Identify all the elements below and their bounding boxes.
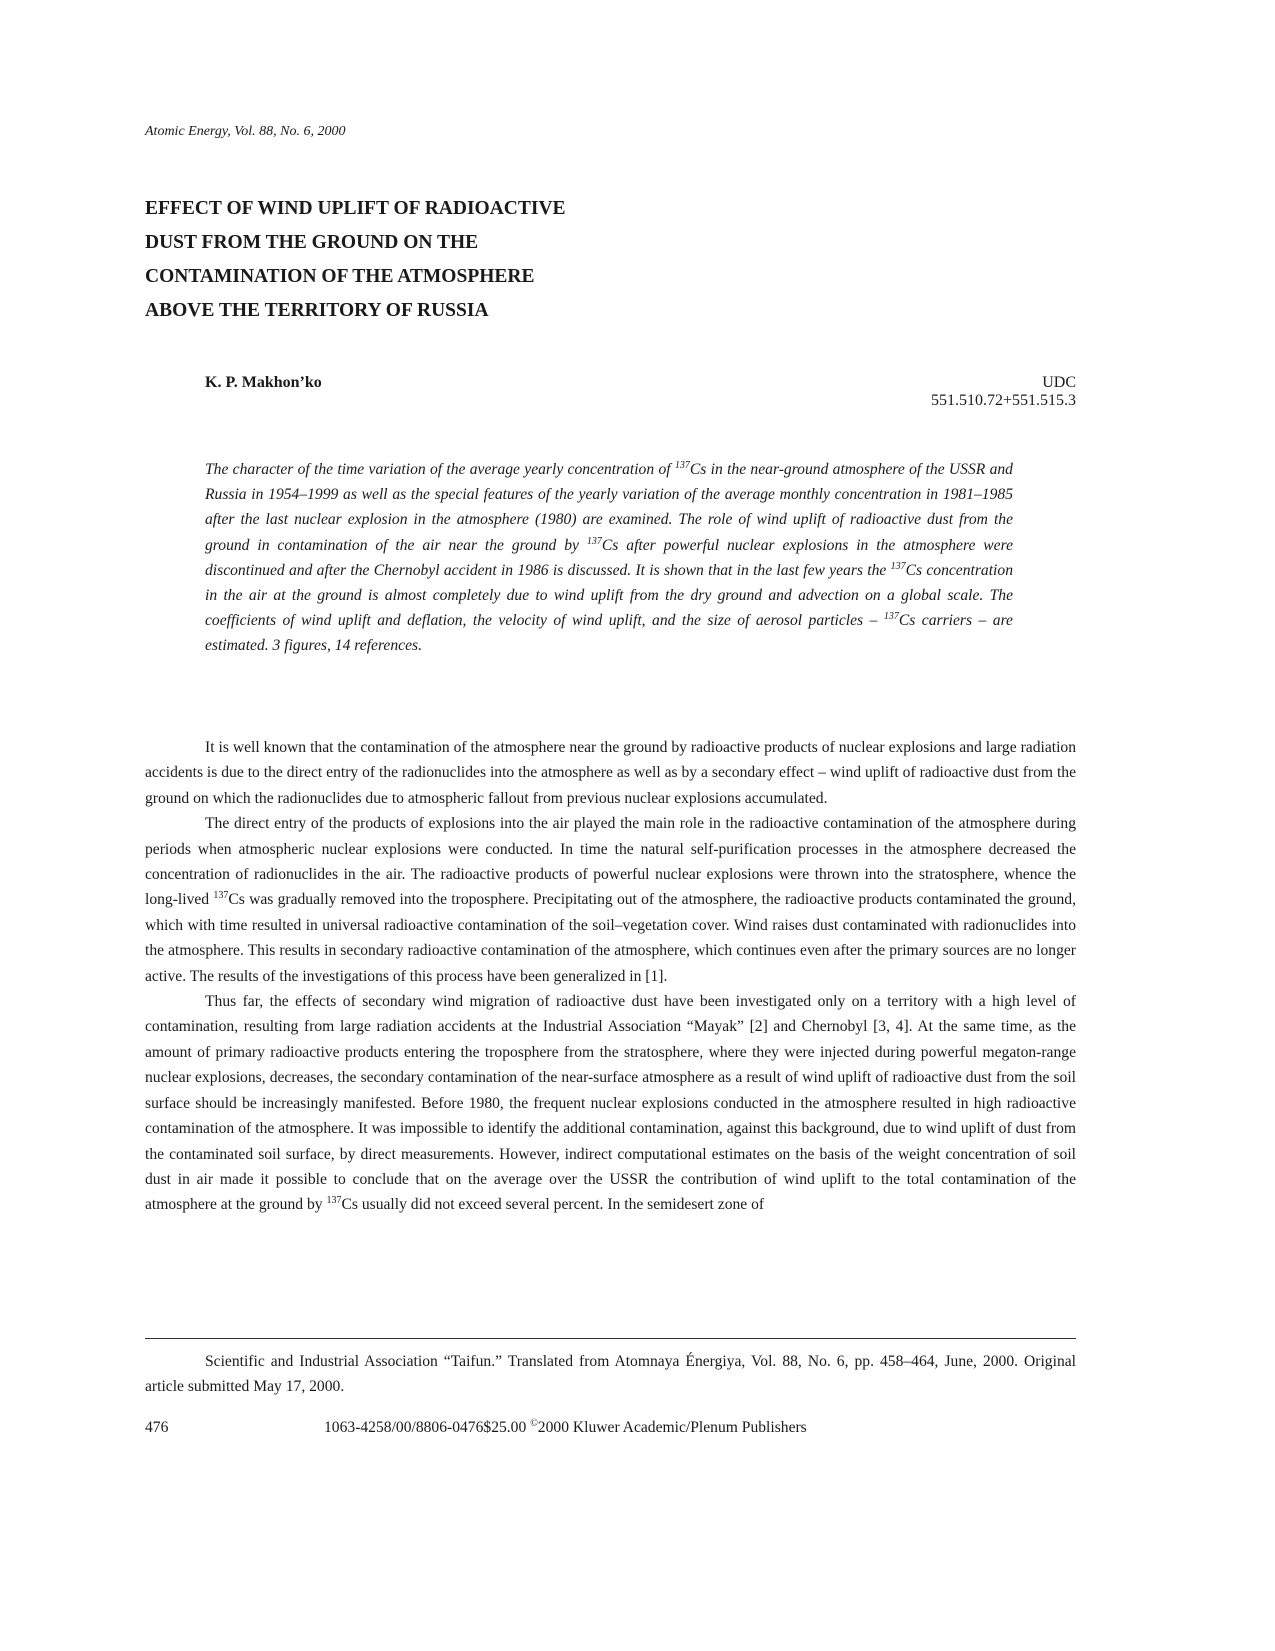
isotope-symbol: Cs (689, 461, 707, 478)
isotope-mass: 137 (326, 1195, 342, 1207)
footnote: Scientific and Industrial Association “Taifun.” Translated from Atomnaya Énergiya, Vol. 88, No. 6, pp. 458–464, June, 2000. Original article submitted May 17, 2000. (145, 1353, 1076, 1395)
copyright-line (324, 1419, 807, 1437)
abstract-text-5: carriers – are estimated. 3 figures, 14 references. (205, 612, 1013, 655)
title-line-2: DUST FROM THE GROUND ON THE (145, 232, 479, 253)
isotope-symbol: Cs (341, 1196, 358, 1214)
article-title (145, 192, 705, 328)
abstract-text-1: The character of the time variation of the average yearly concentration of (205, 461, 671, 478)
isotope-symbol: Cs (898, 612, 916, 630)
paragraph-1: It is well known that the contamination of the atmosphere near the ground by radioactive products of nuclear explosions and large radiation accidents is due to the direct entry of the radionuclides into the atmosphere as well as by a secondary effect – wind uplift of radioactive dust from the ground on which the radionuclides due to atmospheric fallout from previous nuclear explosions accumulated. (145, 739, 1076, 807)
paragraph-3 (145, 989, 1076, 1218)
isotope-mass: 137 (890, 560, 906, 572)
footnote-divider (145, 1338, 1076, 1339)
copyright-symbol: © (530, 1417, 538, 1429)
paragraph-2 (145, 811, 1076, 989)
udc-code: UDC 551.510.72+551.515.3 (930, 374, 1076, 409)
title-line-3: CONTAMINATION OF THE ATMOSPHERE (145, 266, 535, 287)
journal-citation: Atomic Energy, Vol. 88, No. 6, 2000 (145, 124, 346, 139)
isotope-mass: 137 (883, 611, 899, 623)
issn-price: 1063-4258/00/8806-0476$25.00 (324, 1419, 527, 1436)
title-line-4: ABOVE THE TERRITORY OF RUSSIA (145, 300, 489, 321)
body-text (145, 735, 1076, 1218)
page-number: 476 (145, 1419, 169, 1436)
abstract-text-4: concentration in the air at the ground is almost completely due to wind uplift from the dry ground and advection on a global scale. The coefficients of wind uplift and deflation, the velocity of wind uplift, and the size of aerosol particles – (205, 561, 1013, 630)
paragraph-3-text-a: Thus far, the effects of secondary wind migration of radioactive dust have been investigated only on a territory with a high level of contamination, resulting from large radiation accidents at the Industrial Association “Mayak” [2] and Chernobyl [3, 4]. At the same time, as the amount of primary radioactive products entering the troposphere from the stratosphere, where they were injected during powerful megaton-range nuclear explosions, decreases, the secondary contamination of the near-surface atmosphere as a result of wind uplift of radioactive dust from the soil surface should be increasingly manifested. Before 1980, the frequent nuclear explosions conducted in the atmosphere resulted in high radioactive contamination of the atmosphere. It was impossible to identify the additional contamination, against this background, due to wind uplift of dust from the contaminated soil surface, by direct measurements. However, indirect computational estimates on the basis of the weight concentration of soil dust in air made it possible to conclude that on the average over the USSR the contribution of wind uplift to the total contamination of the atmosphere at the ground by (145, 993, 1076, 1214)
paragraph-2-text-a: The direct entry of the products of explosions into the air played the main role in the radioactive contamination of the atmosphere during periods when atmospheric nuclear explosions were conducted. In time the natural self-purification processes in the atmosphere decreased the concentration of radionuclides in the air. The radioactive products of powerful nuclear explosions were thrown into the stratosphere, whence the long-lived (145, 815, 1076, 909)
title-line-1: EFFECT OF WIND UPLIFT OF RADIOACTIVE (145, 198, 566, 219)
paragraph-2-text-b: was gradually removed into the troposphere. Precipitating out of the atmosphere, the radioactive products contaminated the ground, which with time resulted in universal radioactive contamination of the soil–vegetation cover. Wind raises dust contaminated with radionuclides into the atmosphere. This results in secondary radioactive contamination of the atmosphere, which continues even after the primary sources are no longer active. The results of the investigations of this process have been generalized in [1]. (145, 891, 1076, 985)
isotope-mass: 137 (586, 535, 602, 547)
paragraph-3-text-b: usually did not exceed several percent. In the semidesert zone of (361, 1196, 765, 1214)
isotope-symbol: Cs (905, 561, 923, 579)
isotope-mass: 137 (213, 890, 229, 902)
isotope-mass: 137 (674, 459, 690, 471)
author-name: K. P. Makhon’ko (205, 374, 322, 391)
copyright-text: 2000 Kluwer Academic/Plenum Publishers (537, 1419, 807, 1436)
isotope-symbol: Cs (601, 536, 619, 554)
abstract-text-2: in the near-ground atmosphere of the USSR and Russia in 1954–1999 as well as the special features of the yearly variation of the average monthly concentration in 1981–1985 after the last nuclear explosion in the atmosphere (1980) are examined. The role of wind uplift of radioactive dust from the ground in contamination of the air near the ground by (205, 461, 1013, 554)
abstract (205, 457, 1013, 659)
isotope-symbol: Cs (228, 891, 245, 909)
abstract-text-3: after powerful nuclear explosions in the atmosphere were discontinued and after the Chernobyl accident in 1986 is discussed. It is shown that in the last few years the (205, 536, 1014, 579)
